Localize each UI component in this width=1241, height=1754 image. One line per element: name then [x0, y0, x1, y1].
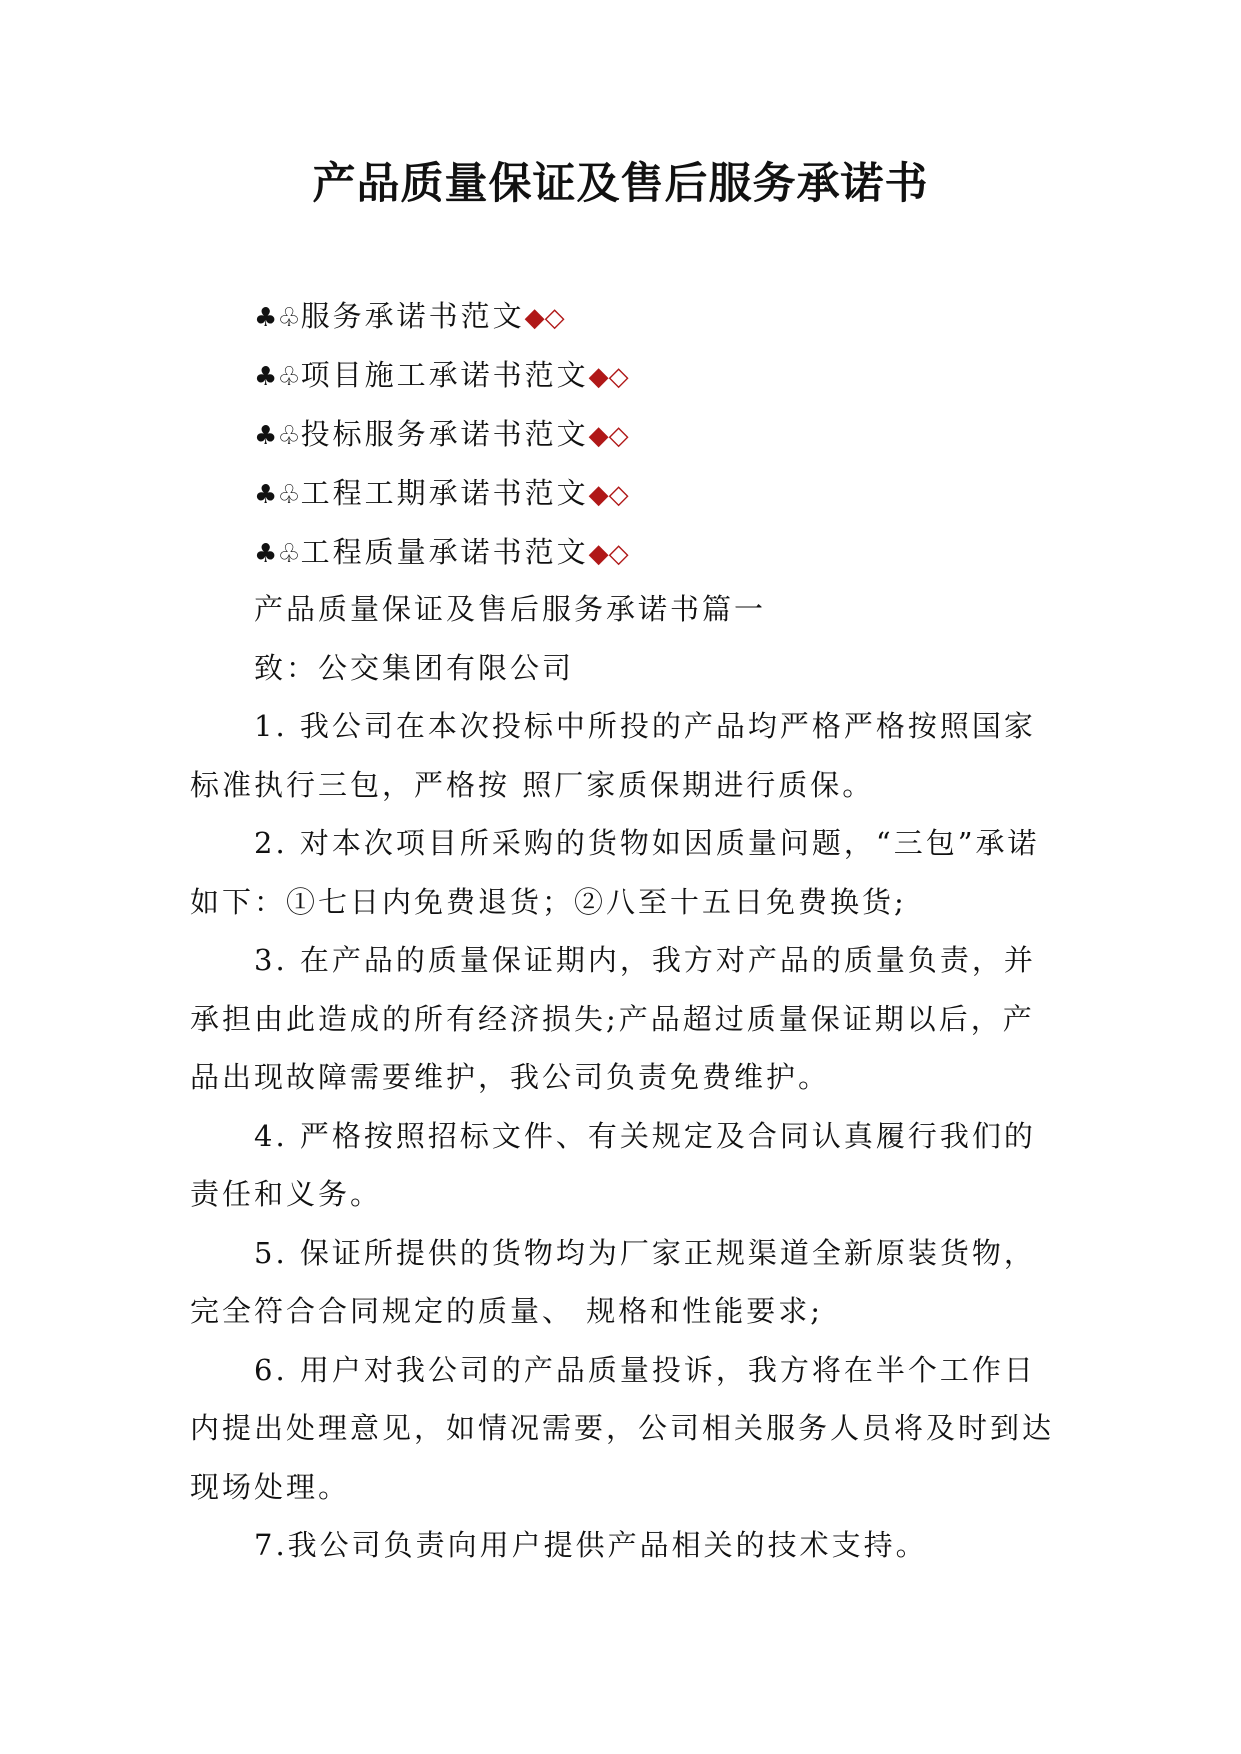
commitment-item-4: 4. 严格按照招标文件、有关规定及合同认真履行我们的责任和义务。 [190, 1118, 1036, 1211]
diamond-icon: ◆ [588, 362, 609, 392]
club-icon: ♣ [254, 421, 278, 451]
club-outline-icon: ♧ [277, 480, 301, 510]
diamond-icon: ◆ [588, 480, 609, 510]
commitment-item-6: 6. 用户对我公司的产品质量投诉，我方将在半个工作日内提出处理意见，如情况需要，公司相关服务人员将及时到达现场处理。 [190, 1352, 1055, 1504]
diamond-outline-icon: ◇ [544, 303, 565, 333]
diamond-outline-icon: ◇ [608, 480, 629, 510]
related-link-item[interactable] [254, 523, 629, 582]
club-outline-icon: ♧ [277, 303, 301, 333]
club-outline-icon: ♧ [277, 539, 301, 569]
club-outline-icon: ♧ [277, 362, 301, 392]
diamond-icon: ◆ [588, 421, 609, 451]
document-title: 产品质量保证及售后服务承诺书 [312, 159, 929, 209]
related-link-item[interactable] [254, 287, 629, 346]
document-body [190, 580, 1062, 1575]
club-icon: ♣ [254, 480, 278, 510]
related-link-item[interactable] [254, 346, 629, 405]
related-link-text[interactable]: 服务承诺书范文 [300, 299, 525, 333]
diamond-icon: ◆ [588, 539, 609, 569]
addressee: 致：公交集团有限公司 [254, 650, 575, 685]
commitment-item-5: 5. 保证所提供的货物均为厂家正规渠道全新原装货物，完全符合合同规定的质量、 规格和性能要求; [190, 1235, 1036, 1328]
diamond-outline-icon: ◇ [608, 362, 629, 392]
related-link-text[interactable]: 项目施工承诺书范文 [300, 358, 589, 392]
commitment-item-1: 1. 我公司在本次投标中所投的产品均严格严格按照国家标准执行三包，严格按 照厂家质保期进行质保。 [190, 709, 1036, 802]
commitment-item-7: 7.我公司负责向用户提供产品相关的技术支持。 [254, 1528, 928, 1562]
diamond-outline-icon: ◇ [608, 421, 629, 451]
club-icon: ♣ [254, 362, 278, 392]
diamond-icon: ◆ [524, 303, 545, 333]
club-outline-icon: ♧ [277, 421, 301, 451]
related-link-text[interactable]: 工程工期承诺书范文 [300, 476, 589, 510]
diamond-outline-icon: ◇ [608, 539, 629, 569]
related-link-text[interactable]: 工程质量承诺书范文 [300, 535, 589, 569]
related-links-list [254, 287, 629, 582]
club-icon: ♣ [254, 303, 278, 333]
section-heading: 产品质量保证及售后服务承诺书篇一 [254, 592, 767, 626]
commitment-item-2: 2. 对本次项目所采购的货物如因质量问题，“三包”承诺如下：①七日内免费退货；②八至十五日免费换货; [190, 826, 1040, 919]
related-link-text[interactable]: 投标服务承诺书范文 [300, 417, 589, 451]
related-link-item[interactable] [254, 405, 629, 464]
club-icon: ♣ [254, 539, 278, 569]
commitment-item-3: 3. 在产品的质量保证期内，我方对产品的质量负责，并承担由此造成的所有经济损失;产品超过质量保证期以后，产品出现故障需要维护，我公司负责免费维护。 [190, 943, 1036, 1094]
related-link-item[interactable] [254, 464, 629, 523]
